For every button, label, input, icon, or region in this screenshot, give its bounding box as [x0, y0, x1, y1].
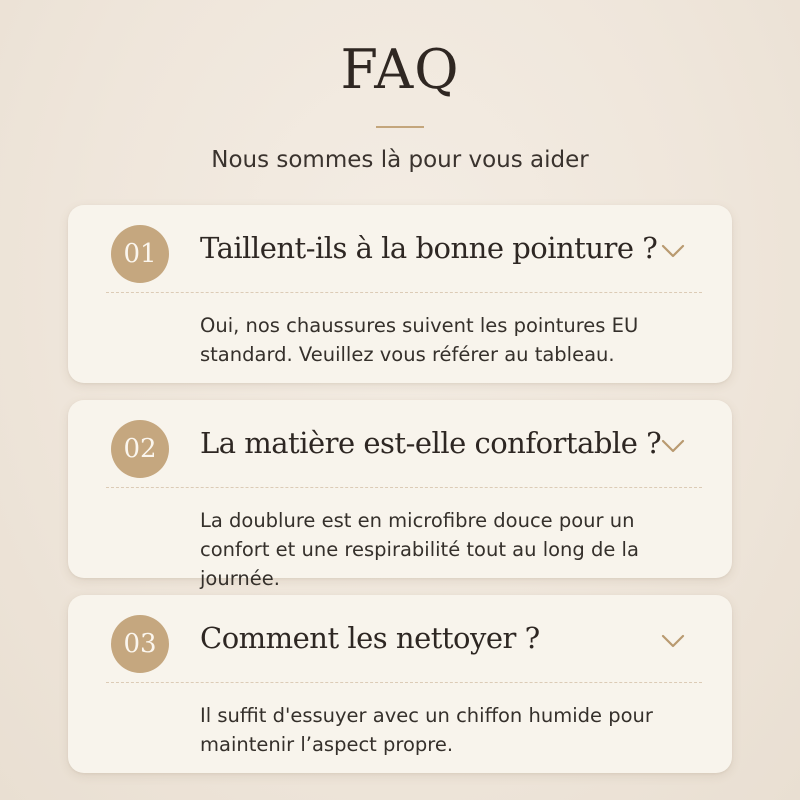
faq-divider: [106, 682, 702, 683]
faq-answer: La doublure est en microfibre douce pour un confort et une respirabilité tout au long de la journée.: [200, 509, 639, 590]
faq-answer: Oui, nos chaussures suivent les pointures EU standard. Veuillez vous référer au tableau.: [200, 314, 639, 366]
faq-item-3[interactable]: [68, 595, 732, 773]
chevron-down-icon[interactable]: [658, 239, 688, 263]
faq-question[interactable]: Comment les nettoyer ?: [200, 621, 540, 655]
faq-list: [68, 205, 732, 790]
faq-item-1[interactable]: [68, 205, 732, 383]
title-divider: [376, 126, 424, 128]
faq-divider: [106, 487, 702, 488]
chevron-down-icon[interactable]: [658, 629, 688, 653]
faq-divider: [106, 292, 702, 293]
chevron-down-icon[interactable]: [658, 434, 688, 458]
page-subtitle: Nous sommes là pour vous aider: [211, 147, 589, 173]
faq-item-2[interactable]: [68, 400, 732, 590]
faq-number-badge: 03: [111, 615, 169, 673]
faq-answer: Il suffit d'essuyer avec un chiffon humide pour maintenir l’aspect propre.: [200, 704, 653, 756]
page-title: FAQ: [340, 38, 460, 101]
faq-number-badge: 02: [111, 420, 169, 478]
faq-question[interactable]: Taillent-ils à la bonne pointure ?: [200, 231, 658, 265]
faq-question[interactable]: La matière est-elle confortable ?: [200, 426, 662, 460]
faq-number-badge: 01: [111, 225, 169, 283]
